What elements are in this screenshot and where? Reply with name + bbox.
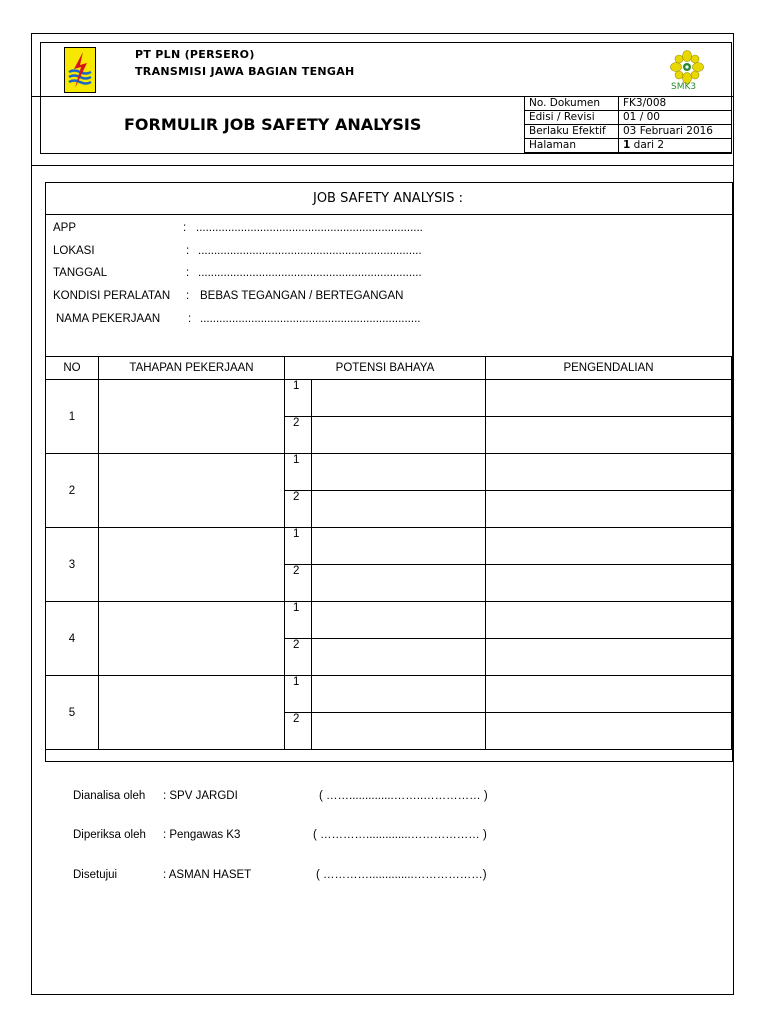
potensi-cell[interactable] bbox=[312, 454, 486, 491]
jsa-title: JOB SAFETY ANALYSIS : bbox=[312, 191, 464, 206]
company-name-line2: TRANSMISI JAWA BAGIAN TENGAH bbox=[135, 65, 355, 78]
potensi-cell[interactable] bbox=[312, 713, 486, 750]
column-header-no: NO bbox=[46, 357, 99, 380]
signature-name: : SPV JARGDI bbox=[163, 790, 238, 802]
tahapan-cell[interactable] bbox=[99, 380, 285, 454]
document-meta-table bbox=[524, 96, 732, 153]
sub-number: 2 bbox=[285, 713, 312, 750]
signature-name: : Pengawas K3 bbox=[163, 829, 241, 841]
row-number: 5 bbox=[46, 676, 99, 750]
pengendalian-cell[interactable] bbox=[486, 454, 732, 491]
sub-number: 2 bbox=[285, 639, 312, 676]
column-header-pengendalian: PENGENDALIAN bbox=[486, 357, 732, 380]
sub-number: 1 bbox=[285, 380, 312, 417]
pln-logo bbox=[64, 47, 96, 93]
signature-blank[interactable]: ( ……..............……..…………… ) bbox=[319, 790, 488, 802]
field-value-app[interactable]: ....................................................................... bbox=[196, 222, 423, 234]
column-header-potensi: POTENSI BAHAYA bbox=[285, 357, 486, 380]
tahapan-cell[interactable] bbox=[99, 528, 285, 602]
field-value-nama-pekerjaan[interactable]: ..................................................................... bbox=[200, 313, 421, 325]
sub-number: 1 bbox=[285, 602, 312, 639]
meta-label: Halaman bbox=[525, 139, 619, 153]
potensi-cell[interactable] bbox=[312, 639, 486, 676]
pengendalian-cell[interactable] bbox=[486, 676, 732, 713]
potensi-cell[interactable] bbox=[312, 528, 486, 565]
tahapan-cell[interactable] bbox=[99, 676, 285, 750]
field-colon: : bbox=[183, 222, 187, 234]
jsa-title-divider bbox=[45, 214, 733, 215]
pengendalian-cell[interactable] bbox=[486, 565, 732, 602]
jsa-table bbox=[45, 356, 732, 750]
pengendalian-cell[interactable] bbox=[486, 417, 732, 454]
sub-number: 2 bbox=[285, 565, 312, 602]
meta-label: No. Dokumen bbox=[525, 97, 619, 111]
signature-blank[interactable]: ( …………..............……………… ) bbox=[313, 829, 487, 841]
pengendalian-cell[interactable] bbox=[486, 602, 732, 639]
potensi-cell[interactable] bbox=[312, 602, 486, 639]
potensi-cell[interactable] bbox=[312, 491, 486, 528]
meta-value: FK3/008 bbox=[619, 97, 732, 111]
sub-number: 1 bbox=[285, 676, 312, 713]
page-total: dari 2 bbox=[630, 139, 665, 151]
page-number: 1 bbox=[623, 139, 631, 151]
smk3-logo bbox=[667, 50, 707, 96]
pengendalian-cell[interactable] bbox=[486, 491, 732, 528]
row-number: 2 bbox=[46, 454, 99, 528]
field-label-app: APP bbox=[53, 222, 77, 234]
signature-blank[interactable]: ( …………..............………………) bbox=[316, 869, 487, 881]
meta-label: Berlaku Efektif bbox=[525, 125, 619, 139]
row-number: 1 bbox=[46, 380, 99, 454]
signature-role: Dianalisa oleh bbox=[73, 790, 146, 802]
row-number: 4 bbox=[46, 602, 99, 676]
field-label-nama-pekerjaan: NAMA PEKERJAAN bbox=[56, 313, 161, 325]
pengendalian-cell[interactable] bbox=[486, 713, 732, 750]
field-value-kondisi-peralatan[interactable]: BEBAS TEGANGAN / BERTEGANGAN bbox=[200, 290, 404, 302]
meta-value: 03 Februari 2016 bbox=[619, 125, 732, 139]
signature-name: : ASMAN HASET bbox=[163, 869, 252, 881]
tahapan-cell[interactable] bbox=[99, 602, 285, 676]
meta-value bbox=[619, 139, 732, 153]
field-label-tanggal: TANGGAL bbox=[53, 267, 108, 279]
pln-logo-icon bbox=[65, 48, 95, 92]
sub-number: 2 bbox=[285, 417, 312, 454]
column-header-tahapan: TAHAPAN PEKERJAAN bbox=[99, 357, 285, 380]
field-label-kondisi-peralatan: KONDISI PERALATAN bbox=[53, 290, 171, 302]
potensi-cell[interactable] bbox=[312, 565, 486, 602]
row-number: 3 bbox=[46, 528, 99, 602]
smk3-label: SMK3 bbox=[671, 82, 697, 92]
field-colon: : bbox=[186, 267, 190, 279]
field-colon: : bbox=[186, 290, 190, 302]
potensi-cell[interactable] bbox=[312, 380, 486, 417]
pengendalian-cell[interactable] bbox=[486, 639, 732, 676]
pengendalian-cell[interactable] bbox=[486, 528, 732, 565]
sub-number: 1 bbox=[285, 454, 312, 491]
form-title: FORMULIR JOB SAFETY ANALYSIS bbox=[124, 115, 422, 134]
tahapan-cell[interactable] bbox=[99, 454, 285, 528]
potensi-cell[interactable] bbox=[312, 417, 486, 454]
header-bottom-line bbox=[31, 165, 733, 166]
field-colon: : bbox=[186, 245, 190, 257]
sub-number: 2 bbox=[285, 491, 312, 528]
sub-number: 1 bbox=[285, 528, 312, 565]
potensi-cell[interactable] bbox=[312, 676, 486, 713]
field-value-lokasi[interactable]: ...................................................................... bbox=[198, 245, 422, 257]
field-value-tanggal[interactable]: ...................................................................... bbox=[198, 267, 422, 279]
field-colon: : bbox=[188, 313, 192, 325]
signature-role: Diperiksa oleh bbox=[73, 829, 146, 841]
pengendalian-cell[interactable] bbox=[486, 380, 732, 417]
signature-role: Disetujui bbox=[73, 869, 118, 881]
meta-value: 01 / 00 bbox=[619, 111, 732, 125]
flower-icon bbox=[667, 50, 707, 86]
meta-label: Edisi / Revisi bbox=[525, 111, 619, 125]
field-label-lokasi: LOKASI bbox=[53, 245, 95, 257]
company-name-line1: PT PLN (PERSERO) bbox=[135, 48, 255, 61]
